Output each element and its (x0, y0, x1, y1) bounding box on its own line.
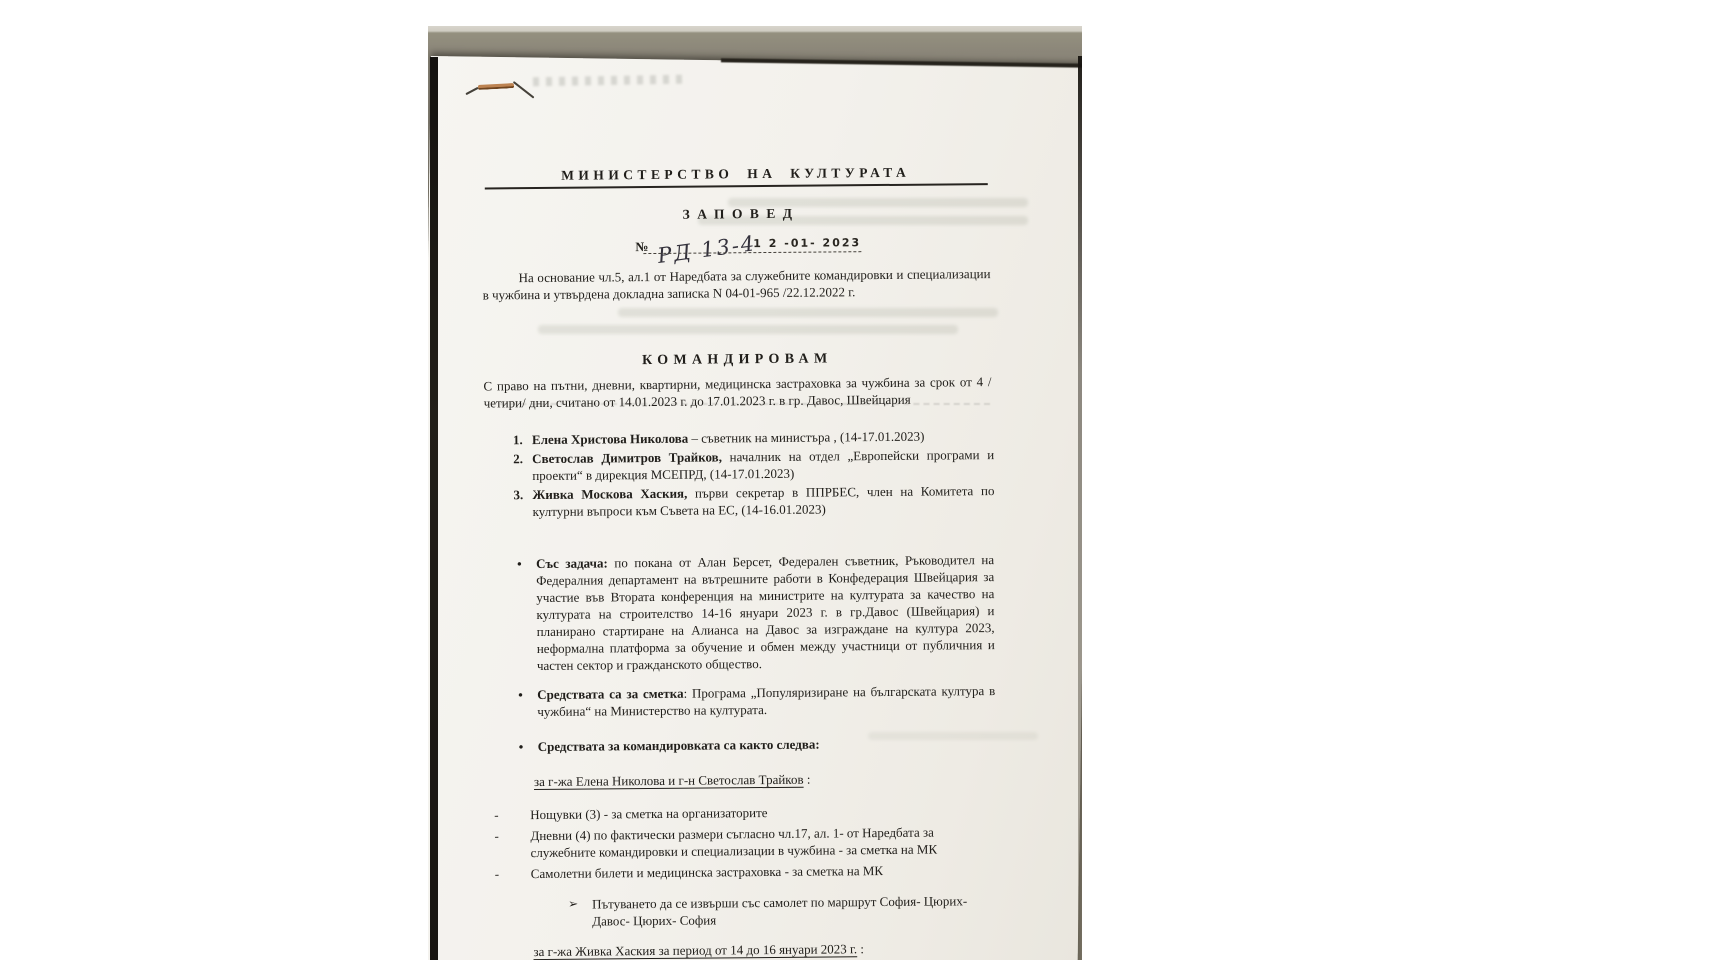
person-text (532, 446, 994, 484)
person-item (513, 446, 994, 484)
subheading-colon: : (857, 941, 865, 957)
person-number: 3. (513, 487, 524, 503)
arrow-marker: ➢ (567, 896, 579, 911)
person-number: 1. (512, 432, 523, 448)
expenses-dash-list (494, 802, 997, 886)
person-role: началник на отдел „Европейски програми и проекти“ в дирекция МСЕПРД, (14-17.01.2023) (532, 447, 995, 484)
funding-source-body: : Програма „Популяризиране на българската култура в чужбина“ на Министерство на културата. (537, 683, 996, 720)
legal-basis-paragraph: На основание чл.5, ал.1 от Наредбата за служебните командировки и специализации в чужбина и утвърдена докладна записка N 04-01-965 /22.12.2022 г. (482, 266, 991, 303)
commissioned-persons-list (513, 427, 995, 522)
dash-marker: - (494, 866, 500, 882)
expense-text: Нощувки (3) - за сметка на организаторите (530, 805, 768, 823)
bullet-marker: • (516, 556, 522, 572)
travel-route-item (568, 892, 976, 930)
funding-source-text (537, 682, 995, 720)
date-stamp: 1 2 -01- 2023 (753, 236, 862, 251)
person-item (513, 482, 994, 520)
person-number: 2. (513, 451, 523, 467)
document-text (428, 26, 1082, 960)
funding-source-bullet (518, 682, 995, 720)
expense-text: Самолетни билети и медицинска застраховка - за сметка на МК (530, 863, 884, 882)
command-heading: КОМАНДИРОВАМ (642, 351, 833, 369)
person-text (532, 482, 994, 520)
travel-route-text: Пътуването да се извърши със самолет по маршрут София- Цюрих- Давос- Цюрих- София (591, 893, 968, 929)
expense-item (494, 823, 996, 861)
task-body: по покана от Алан Берсет, Федерален съветник, Ръководител на Федералния департамент на вътрешните работи в Конфедерация Швейцария за участие във Втората конференция на министрите на културата за качество на културата на строителство 14-16 януари 2023 г. в гр.Давос (Швейцария) и планирано стартиране на Алианса на Давос за изграждане на култура 2023, неформална платформа за обучение и обмен между участници от публичния и частен сектор и гражданското общество. (536, 552, 995, 674)
person-name: Елена Христова Николова (531, 430, 689, 448)
order-title: ЗАПОВЕД (682, 205, 800, 222)
handwritten-order-number: РД 13-4 (656, 231, 758, 268)
person-name: Живка Москова Хаския, (532, 485, 688, 503)
subheading-colon: : (803, 771, 811, 787)
expense-item (495, 861, 997, 882)
funds-breakdown-bullet (519, 734, 996, 755)
bullet-marker: • (518, 739, 524, 755)
person-text (532, 427, 994, 448)
subheading-haskiya (533, 940, 864, 960)
command-intro-paragraph: С право на пътни, дневни, квартирни, медицинска застраховка за чужбина за срок от 4 /четири/ дни, считано от 14.01.2023 г. до 17.01.2023 г. в гр. Давос, Швейцария (483, 374, 992, 411)
number-sign-label: № (635, 239, 649, 255)
dash-marker: - (494, 828, 499, 844)
subheading-nikolova-traykov (534, 771, 811, 790)
person-name: Светослав Димитров Трайков, (532, 449, 722, 467)
ministry-underline (485, 183, 988, 189)
task-bullet (517, 551, 995, 674)
subheading-underlined-text: за г-жа Елена Николова и г-н Светослав Трайков (533, 771, 804, 790)
ministry-header: МИНИСТЕРСТВО НА КУЛТУРАТА (561, 164, 911, 183)
bullet-marker: • (518, 687, 523, 703)
document-photo (428, 26, 1082, 960)
dash-marker: - (494, 807, 499, 823)
funds-breakdown-text (538, 734, 996, 755)
task-text (536, 551, 995, 674)
task-label: Със задача: (535, 555, 608, 572)
person-role: – съветник на министъра , (14-17.01.2023) (688, 428, 925, 446)
subheading-underlined-text: за г-жа Живка Хаския за период от 14 до 16 януари 2023 г. (533, 941, 858, 960)
person-role: първи секретар в ППРБЕС, член на Комитета по културни въпроси към Съвета на ЕС, (14-16.01.2023) (532, 483, 995, 520)
expense-text: Дневни (4) по фактически размери съгласно чл.17, ал. 1- от Наредбата за служебните командировки и специализации в чужбина - за сметка на МК (530, 824, 938, 861)
expense-item (494, 802, 996, 823)
funding-source-label: Средствата са за сметка (537, 685, 684, 703)
person-item (513, 427, 994, 448)
funds-breakdown-label: Средствата за командировката са както следва: (537, 736, 820, 755)
